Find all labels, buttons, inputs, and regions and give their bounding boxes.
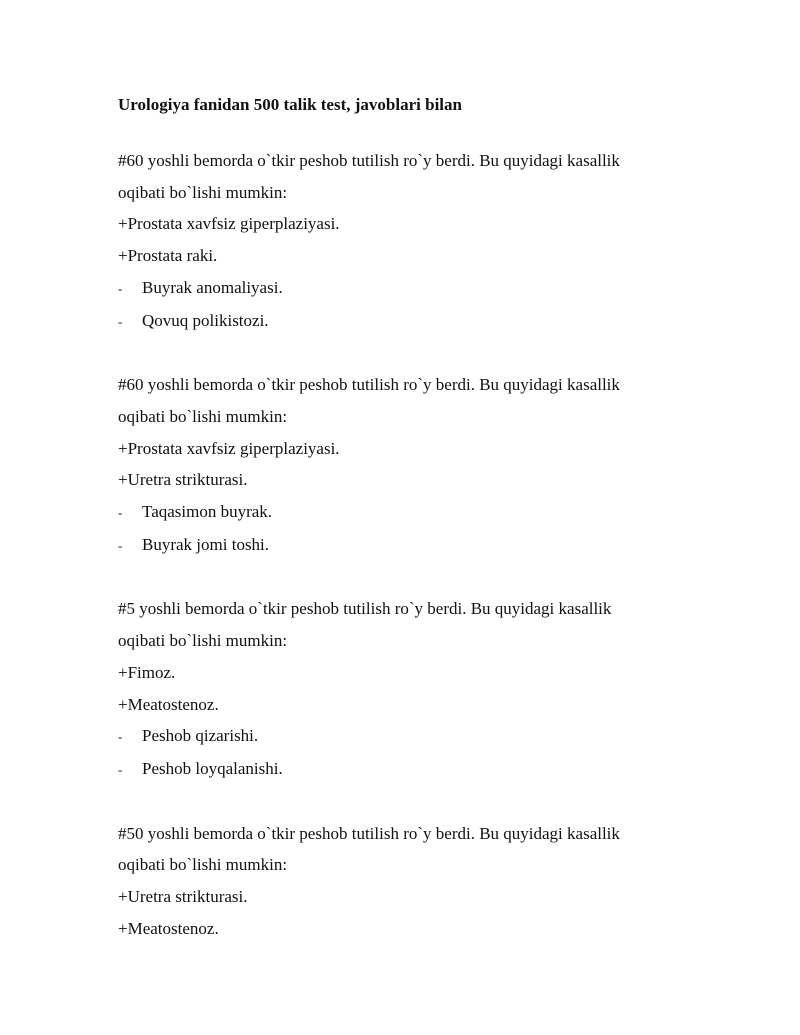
dash-marker: - [118,729,123,745]
correct-answer: +Prostata xavfsiz giperplaziyasi. [118,214,340,234]
correct-answer: +Meatostenoz. [118,694,219,714]
wrong-answer-text: Peshob qizarishi. [142,726,259,746]
correct-answer: +Meatostenoz. [118,918,219,938]
dash-marker: - [118,313,123,329]
question-block [118,145,718,337]
wrong-answer-text: Taqasimon buyrak. [142,502,273,522]
wrong-answer-text: Peshob loyqalanishi. [142,758,283,778]
wrong-answer-text: Qovuq polikistozi. [142,310,269,330]
dash-marker: - [118,280,123,296]
question-block [118,369,718,561]
wrong-answer [118,272,718,305]
correct-answer: +Uretra strikturasi. [118,887,248,907]
dash-marker: - [118,505,123,521]
correct-answer: +Prostata xavfsiz giperplaziyasi. [118,438,340,458]
question-stem: #50 yoshli bemorda o`tkir peshob tutilish ro`y berdi. Bu quyidagi kasallik [118,823,620,843]
wrong-answer [118,305,718,338]
question-stem: oqibati bo`lishi mumkin: [118,855,288,875]
question-block [118,818,718,945]
correct-answer: +Prostata raki. [118,246,218,266]
document-title: Urologiya fanidan 500 talik test, javoblari bilan [118,95,462,114]
correct-answer: +Fimoz. [118,662,176,682]
wrong-answer [118,496,718,529]
wrong-answer [118,720,718,753]
wrong-answer-text: Buyrak anomaliyasi. [142,277,283,297]
wrong-answer [118,753,718,786]
wrong-answer [118,529,718,562]
question-block [118,593,718,785]
question-stem: oqibati bo`lishi mumkin: [118,182,288,202]
question-stem: oqibati bo`lishi mumkin: [118,406,288,426]
question-stem: #60 yoshli bemorda o`tkir peshob tutilish ro`y berdi. Bu quyidagi kasallik [118,151,620,170]
question-stem: oqibati bo`lishi mumkin: [118,631,288,651]
question-stem: #5 yoshli bemorda o`tkir peshob tutilish ro`y berdi. Bu quyidagi kasallik [118,599,612,619]
question-stem: #60 yoshli bemorda o`tkir peshob tutilish ro`y berdi. Bu quyidagi kasallik [118,375,620,395]
dash-marker: - [118,761,123,777]
wrong-answer-text: Buyrak jomi toshi. [142,534,270,554]
document-page [118,92,718,976]
correct-answer: +Uretra strikturasi. [118,470,248,490]
dash-marker: - [118,537,123,553]
